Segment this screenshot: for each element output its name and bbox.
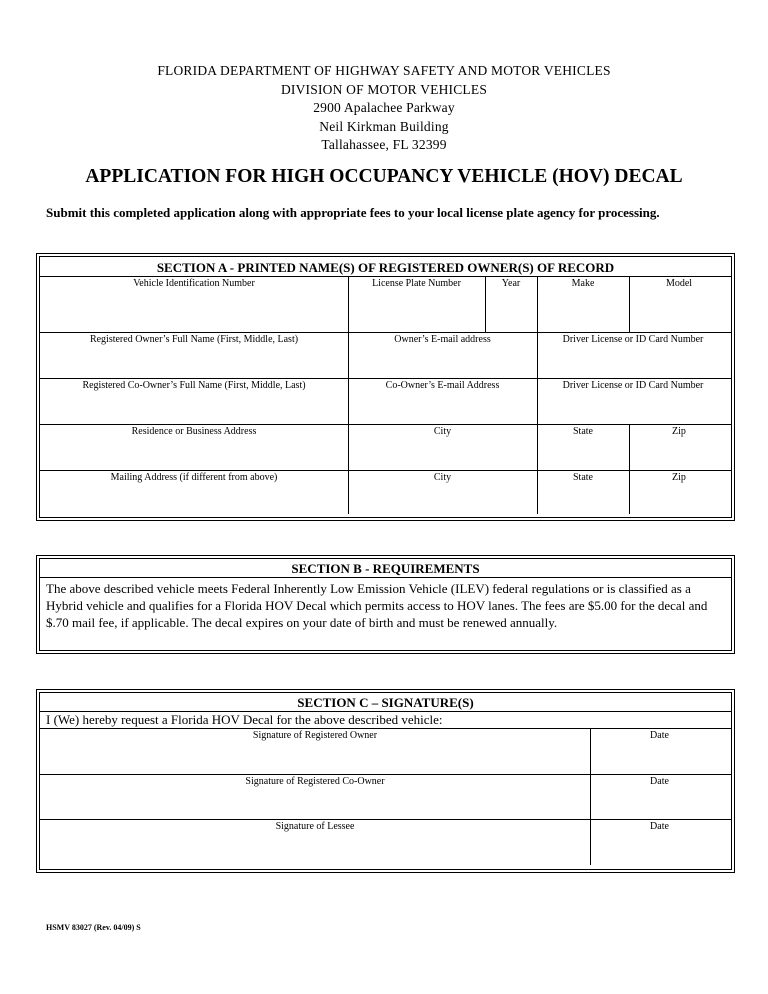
field-label-coowner-email: Co-Owner’s E-mail Address [385,380,500,391]
section-a-divider [40,424,731,425]
field-label-mailing-zip: Zip [672,472,686,483]
field-label-mailing-city: City [433,472,452,483]
field-label-lessee-signature-date: Date [650,821,669,832]
section-c-title: SECTION C – SIGNATURE(S) [297,695,474,710]
section-b-inner-border [39,558,732,651]
field-label-coowner-license: Driver License or ID Card Number [562,380,704,391]
field-label-residence-state: State [573,426,593,437]
agency-line-division: DIVISION OF MOTOR VEHICLES [280,81,488,97]
field-label-model: Model [665,278,693,289]
field-label-owner-signature: Signature of Registered Owner [252,730,378,741]
agency-line-department: FLORIDA DEPARTMENT OF HIGHWAY SAFETY AND MOTOR VEHICLES [157,63,611,78]
agency-address-block [0,62,768,155]
section-a-title: SECTION A - PRINTED NAME(S) OF REGISTERED OWNER(S) OF RECORD [156,260,615,275]
field-label-residence-address: Residence or Business Address [131,426,257,437]
section-a-box [36,253,735,521]
section-c-inner-border [39,692,732,870]
section-c-divider [40,774,731,775]
field-label-residence-zip: Zip [672,426,686,437]
section-b-title: SECTION B - REQUIREMENTS [291,561,480,576]
section-a-column-rule [629,424,630,514]
section-a-divider [40,332,731,333]
request-statement: I (We) hereby request a Florida HOV Decal for the above described vehicle: [46,712,443,727]
section-c-divider [40,728,731,729]
form-instructions: Submit this completed application along with appropriate fees to your local license plate agency for processing. [46,205,660,220]
agency-line-street: 2900 Apalachee Parkway [313,100,455,116]
field-label-owner-email: Owner’s E-mail address [394,334,491,345]
field-label-license-plate: License Plate Number [372,278,461,289]
section-a-divider [40,276,731,277]
field-label-vin: Vehicle Identification Number [133,278,255,289]
section-a-divider [40,378,731,379]
field-label-year: Year [501,278,521,289]
section-c-divider [40,819,731,820]
field-label-residence-city: City [433,426,452,437]
section-c-box [36,689,735,873]
agency-line-building: Neil Kirkman Building [319,118,449,134]
field-label-coowner-signature: Signature of Registered Co-Owner [245,776,385,787]
requirements-text: The above described vehicle meets Federal Inherently Low Emission Vehicle (ILEV) federal regulations or is classified as a Hybrid vehicle and qualifies for a Florida HOV Decal which permits access to HOV lanes. The fees are $5.00 for the decal and $.70 mail fee, if applicable. The decal expires on your date of birth and must be renewed annually. [46,581,708,630]
section-a-column-rule [537,332,538,514]
field-label-mailing-address: Mailing Address (if different from above) [110,472,278,483]
section-a-column-rule [348,332,349,514]
section-a-inner-border [39,256,732,518]
form-number: HSMV 83027 (Rev. 04/09) S [46,923,141,932]
agency-line-city: Tallahassee, FL 32399 [321,137,447,153]
field-label-owner-license: Driver License or ID Card Number [562,334,704,345]
form-title: APPLICATION FOR HIGH OCCUPANCY VEHICLE (HOV) DECAL [85,166,683,187]
section-b-box [36,555,735,654]
field-label-lessee-signature: Signature of Lessee [275,821,355,832]
field-label-owner-name: Registered Owner’s Full Name (First, Middle, Last) [89,334,299,345]
field-label-coowner-signature-date: Date [650,776,669,787]
field-label-mailing-state: State [573,472,593,483]
field-label-owner-signature-date: Date [650,730,669,741]
field-label-coowner-name: Registered Co-Owner’s Full Name (First, Middle, Last) [82,380,306,391]
section-a-divider [40,470,731,471]
section-b-divider [40,577,731,578]
section-c-column-rule [590,728,591,865]
field-label-make: Make [571,278,595,289]
